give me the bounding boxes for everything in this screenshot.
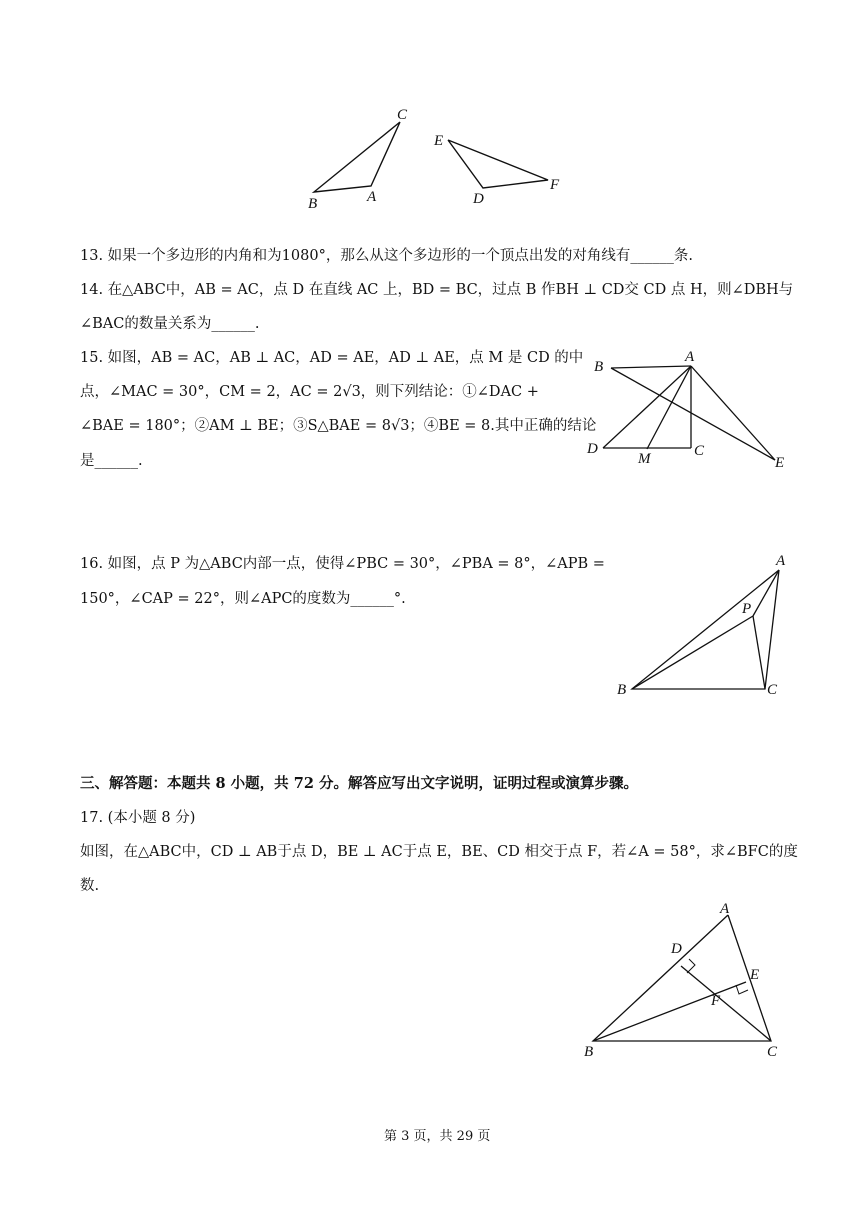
problem-16-line-1: 16. 如图，点 P 为△ABC内部一点，使得∠PBC = 30°，∠PBA = 8°，∠APB =: [80, 556, 605, 572]
problem-13-text: 13. 如果一个多边形的内角和为1080°，那么从这个多边形的一个顶点出发的对角线有______条.: [80, 248, 693, 264]
label-b: B: [594, 359, 604, 375]
problem-14-line-1: 14. 在△ABC中，AB = AC，点 D 在直线 AC 上，BD = BC，过点 B 作BH ⊥ CD交 CD 点 H，则∠DBH与: [80, 282, 794, 298]
label-e: E: [434, 133, 444, 149]
problem-17-line-2: 数.: [80, 878, 100, 894]
figure-problem-17: [578, 895, 788, 1069]
label-a: A: [367, 189, 377, 205]
label-f: F: [711, 993, 721, 1009]
problem-17-line-1: 如图，在△ABC中，CD ⊥ AB于点 D，BE ⊥ AC于点 E，BE、CD 相交于点 F，若∠A = 58°，求∠BFC的度: [80, 844, 798, 860]
label-c: C: [767, 682, 778, 698]
label-m: M: [638, 451, 651, 467]
problem-16-line-2: 150°，∠CAP = 22°，则∠APC的度数为______°.: [80, 591, 406, 607]
label-d: D: [473, 191, 484, 207]
label-a: A: [685, 349, 695, 365]
section-3-heading: 三、解答题：本题共 8 小题，共 72 分。解答应写出文字说明，证明过程或演算步骤。: [80, 775, 638, 792]
figure-triangle-edf-top: [428, 126, 568, 215]
page-footer: 第 3 页，共 29 页: [384, 1129, 491, 1144]
problem-14-line-2: ∠BAC的数量关系为______.: [80, 316, 260, 332]
figure-triangle-abc-top: [300, 100, 430, 219]
label-b: B: [617, 682, 627, 698]
label-c: C: [694, 443, 705, 459]
problem-15-line-4: 是______.: [80, 453, 143, 469]
problem-17-header: 17. (本小题 8 分): [80, 810, 196, 826]
label-c: C: [767, 1044, 778, 1060]
label-e: E: [775, 455, 785, 471]
problem-15-line-3: ∠BAE = 180°；②AM ⊥ BE；③S△BAE = 8√3；④BE = 8.其中正确的结论: [80, 418, 597, 434]
label-a: A: [720, 901, 730, 917]
label-d: D: [587, 441, 598, 457]
label-d: D: [671, 941, 682, 957]
label-b: B: [584, 1044, 594, 1060]
label-p: P: [742, 601, 752, 617]
figure-problem-16: [612, 550, 797, 704]
problem-15-line-2: 点，∠MAC = 30°，CM = 2，AC = 2√3，则下列结论：①∠DAC +: [80, 384, 539, 400]
figure-problem-15: [585, 345, 795, 479]
label-f: F: [550, 177, 560, 193]
problem-15-line-1: 15. 如图，AB = AC，AB ⊥ AC，AD = AE，AD ⊥ AE，点 M 是 CD 的中: [80, 350, 584, 366]
label-a: A: [776, 553, 786, 569]
label-e: E: [750, 967, 760, 983]
label-c: C: [397, 107, 408, 123]
label-b: B: [308, 196, 318, 212]
